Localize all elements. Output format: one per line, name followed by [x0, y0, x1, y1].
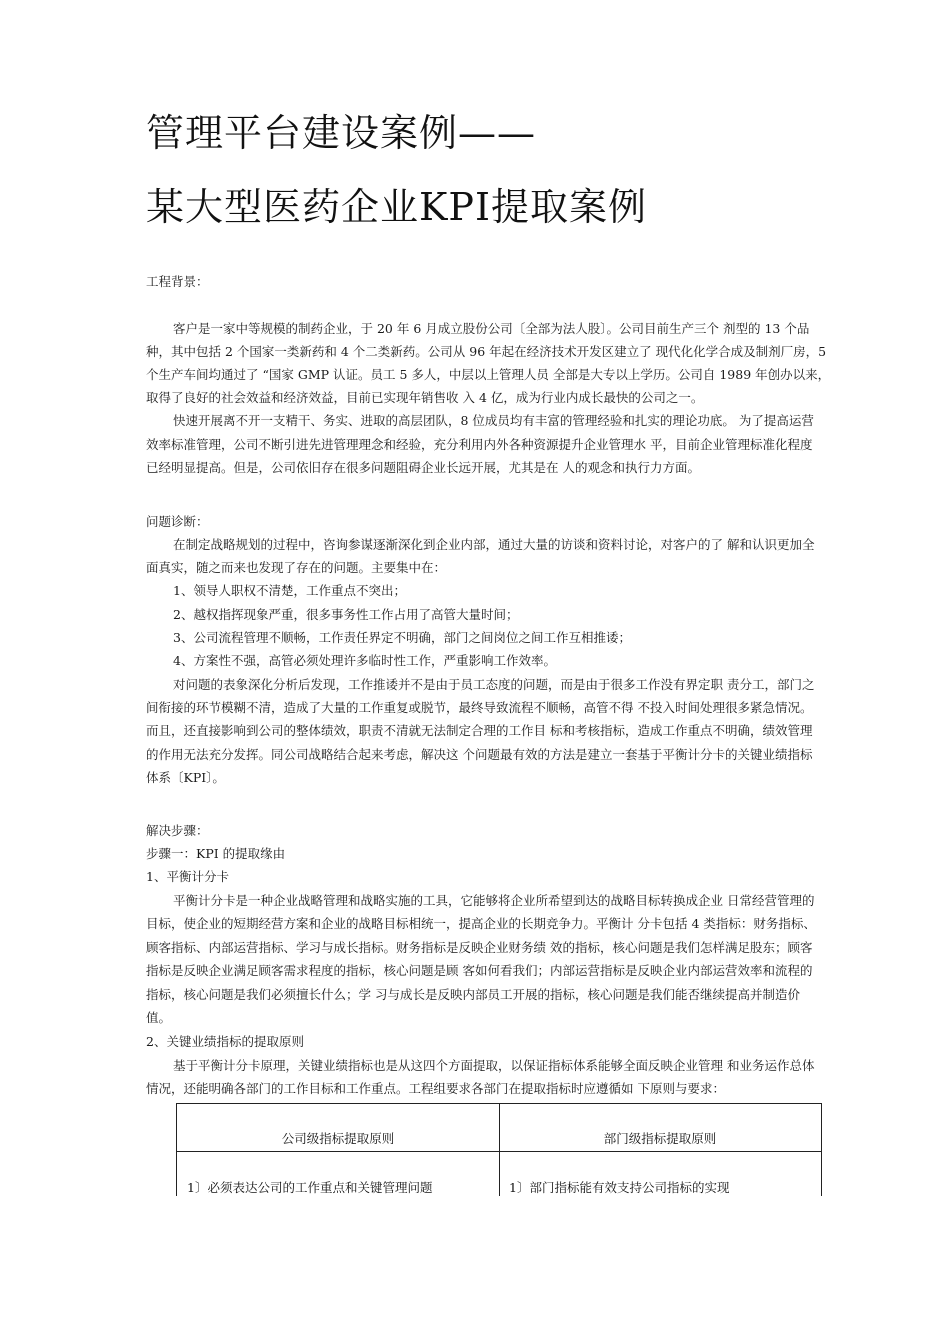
page-title-line-2: 某大型医药企业KPI提取案例	[146, 185, 647, 229]
paragraph-line: 快速开展离不开一支精干、务实、进取的高层团队，8 位成员均有丰富的管理经验和扎实的理论功底。 为了提高运营	[173, 413, 814, 428]
paragraph-line: 间衔接的环节模糊不清，造成了大量的工作重复或脱节，最终导致流程不顺畅，高管不得 不投入时间处理很多紧急情况。	[146, 700, 813, 715]
table-cell: 1〕必须表达公司的工作重点和关键管理问题	[187, 1180, 433, 1195]
paragraph-line: 指标是反映企业满足顾客需求程度的指标，核心问题是顾 客如何看我们；内部运营指标是反映企业内部运营效率和流程的	[146, 963, 813, 978]
paragraph-line: 的作用无法充分发挥。同公司战略结合起来考虑，解决这 个问题最有效的方法是建立一套基于平衡计分卡的关键业绩指标	[146, 747, 813, 762]
paragraph-line: 取得了良好的社会效益和经济效益，目前已实现年销售收 入 4 亿，成为行业内成长最快的公司之一。	[146, 390, 704, 405]
subheading: 2、关键业绩指标的提取原则	[146, 1034, 304, 1049]
table-row-divider	[177, 1151, 821, 1152]
paragraph-line: 目标，使企业的短期经营方案和企业的战略目标相统一，提高企业的长期竞争力。平衡计 分卡包括 4 类指标：财务指标、	[146, 916, 816, 931]
list-item: 3、公司流程管理不顺畅，工作责任界定不明确，部门之间岗位之间工作互相推诿；	[173, 630, 631, 645]
table-header-company: 公司级指标提取原则	[281, 1131, 395, 1146]
paragraph-line: 体系〔KPI〕。	[146, 770, 225, 785]
paragraph-line: 顾客指标、内部运营指标、学习与成长指标。财务指标是反映企业财务绩 效的指标，核心问题是我们怎样满足股东；顾客	[146, 940, 813, 955]
section-heading-solution: 解决步骤：	[146, 823, 209, 838]
paragraph-line: 已经明显提高。但是，公司依旧存在很多问题阻碍企业长远开展，尤其是在 人的观念和执行力方面。	[146, 460, 700, 475]
list-item: 1、领导人职权不清楚，工作重点不突出；	[173, 583, 406, 598]
table-cell: 1〕部门指标能有效支持公司指标的实现	[509, 1180, 730, 1195]
paragraph-line: 而且，还直接影响到公司的整体绩效，职责不清就无法制定合理的工作目 标和考核指标，造成工作重点不明确，绩效管理	[146, 723, 813, 738]
paragraph-line: 效率标准管理，公司不断引进先进管理理念和经验，充分利用内外各种资源提升企业管理水 平，目前企业管理标准化程度	[146, 437, 813, 452]
list-item: 4、方案性不强，高管必须处理许多临时性工作，严重影响工作效率。	[173, 653, 556, 668]
paragraph-line: 客户是一家中等规模的制药企业，于 20 年 6 月成立股份公司〔全部为法人股〕。公司目前生产三个 剂型的 13 个品	[173, 321, 810, 336]
section-heading-diagnosis: 问题诊断：	[146, 514, 209, 529]
paragraph-line: 在制定战略规划的过程中，咨询参谋逐渐深化到企业内部，通过大量的访谈和资料讨论，对客户的了 解和认识更加全	[173, 537, 815, 552]
paragraph-line: 个生产车间均通过了 “国家 GMP 认证。员工 5 多人，中层以上管理人员 全部是大专以上学历。公司自 1989 年创办以来，	[146, 367, 831, 382]
paragraph-line: 值。	[146, 1010, 172, 1025]
list-item: 2、越权指挥现象严重，很多事务性工作占用了高管大量时间；	[173, 607, 519, 622]
paragraph-line: 平衡计分卡是一种企业战略管理和战略实施的工具，它能够将企业所希望到达的战略目标转换成企业 日常经营管理的	[173, 893, 815, 908]
table-column-divider	[499, 1104, 500, 1196]
paragraph-line: 基于平衡计分卡原理，关键业绩指标也是从这四个方面提取，以保证指标体系能够全面反映企业管理 和业务运作总体	[173, 1058, 815, 1073]
page-title-line-1: 管理平台建设案例——	[146, 111, 537, 155]
paragraph-line: 对问题的表象深化分析后发现，工作推诿并不是由于员工态度的问题，而是由于很多工作没有界定职 责分工，部门之	[173, 677, 815, 692]
principles-table	[176, 1103, 822, 1196]
paragraph-line: 指标，核心问题是我们必须擅长什么；学 习与成长是反映内部员工开展的指标，核心问题是我们能否继续提高并制造价	[146, 987, 800, 1002]
step-heading: 步骤一：KPI 的提取缘由	[146, 846, 286, 861]
paragraph-line: 面真实，随之而来也发现了存在的问题。主要集中在：	[146, 560, 447, 575]
subheading: 1、平衡计分卡	[146, 869, 229, 884]
table-header-department: 部门级指标提取原则	[603, 1131, 717, 1146]
paragraph-line: 种，其中包括 2 个国家一类新药和 4 个二类新药。公司从 96 年起在经济技术开发区建立了 现代化化学合成及制剂厂房，5	[146, 344, 827, 359]
paragraph-line: 情况，还能明确各部门的工作目标和工作重点。工程组要求各部门在提取指标时应遵循如 下原则与要求：	[146, 1081, 725, 1096]
section-heading-background: 工程背景：	[146, 274, 209, 289]
